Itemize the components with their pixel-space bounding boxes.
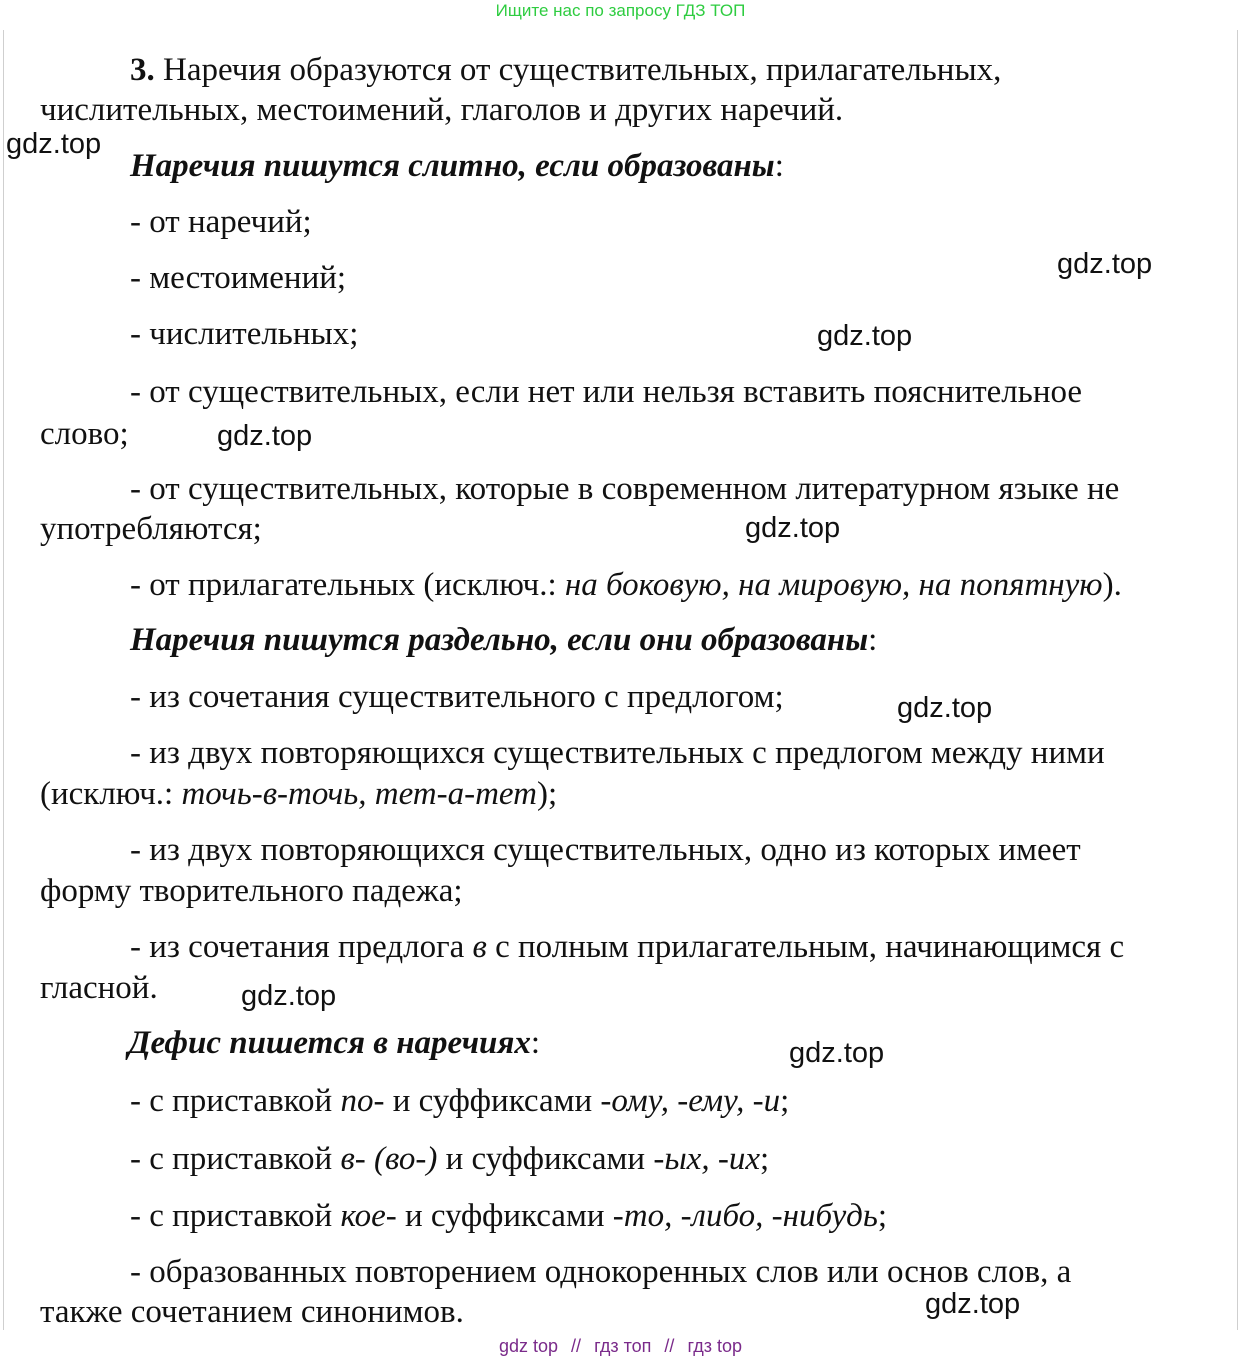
watermark: gdz.top [6, 128, 102, 160]
rule-item [40, 1196, 1241, 1237]
intro-line-1 [40, 50, 1241, 91]
suffix-example: -ому, -ему, -и [600, 1083, 781, 1119]
watermark: gdz.top [241, 980, 337, 1012]
heading-text: Наречия пишутся слитно, если образованы [130, 148, 775, 184]
rule-item: - из двух повторяющихся существительных, одно из которых имеет [130, 832, 1081, 868]
rule-item: - от наречий; [130, 204, 312, 240]
rule-item-continuation: слово; [40, 416, 129, 452]
prefix-example: в- (во-) [340, 1141, 438, 1177]
rule-item: - от существительных, которые в современном литературном языке не [130, 471, 1120, 507]
rule-item: - образованных повторением однокоренных слов или основ слов, а [130, 1254, 1072, 1290]
rule-item [40, 1081, 1241, 1122]
rule-item-continuation: форму творительного падежа; [40, 873, 463, 909]
rule-item-continuation: также сочетанием синонимов. [40, 1294, 464, 1330]
left-edge-line [3, 30, 4, 1330]
item-text: - от прилагательных (исключ.: [130, 567, 565, 603]
heading-colon: : [868, 622, 878, 658]
footer-link[interactable]: гдз top [687, 1336, 742, 1356]
heading-hyphen-writing [128, 1023, 540, 1064]
heading-separate-writing [130, 620, 877, 661]
rule-item: - из двух повторяющихся существительных с предлогом между ними [130, 735, 1105, 771]
footer-links [0, 1333, 1241, 1359]
heading-colon: : [774, 148, 784, 184]
heading-text: Наречия пишутся раздельно, если они образованы [130, 622, 869, 658]
item-text: ; [877, 1198, 888, 1234]
rule-item: - из сочетания существительного с предлогом; [130, 679, 784, 715]
suffix-example: -ых, -их [653, 1141, 760, 1177]
rule-item-continuation: употребляются; [40, 511, 262, 547]
footer-link[interactable]: gdz top [498, 1336, 559, 1356]
item-text: - с приставкой [130, 1083, 341, 1119]
watermark: gdz.top [789, 1037, 885, 1069]
item-text: ; [759, 1141, 770, 1177]
item-text: - с приставкой [130, 1141, 341, 1177]
footer-link[interactable]: гдз топ [594, 1336, 652, 1356]
item-text: с полным прилагательным, начинающимся с [486, 929, 1125, 965]
rule-item [40, 1139, 1241, 1180]
item-text: - из сочетания предлога [130, 929, 473, 965]
watermark: gdz.top [745, 512, 841, 544]
footer-separator: // [664, 1336, 675, 1356]
item-text: и суффиксами [437, 1141, 654, 1177]
search-hint-banner[interactable]: Ищите нас по запросу ГДЗ ТОП [495, 1, 746, 20]
prefix-example: по- [340, 1083, 385, 1119]
watermark: gdz.top [217, 420, 313, 452]
intro-line-2: числительных, местоимений, глаголов и других наречий. [40, 92, 844, 128]
prefix-example: кое- [340, 1198, 397, 1234]
rule-item-continuation: гласной. [40, 970, 158, 1006]
footer-separator: // [571, 1336, 582, 1356]
item-text: ; [780, 1083, 790, 1119]
exception-examples: на боковую, на мировую, на попятную [564, 567, 1103, 603]
item-text: ); [536, 776, 558, 812]
preposition-example: в [472, 929, 487, 965]
item-text: и суффиксами [384, 1083, 601, 1119]
watermark: gdz.top [1057, 248, 1153, 280]
exception-examples: точь-в-точь, тет-а-тет [181, 776, 537, 812]
rule-item: - от существительных, если нет или нельзя вставить пояснительное [130, 374, 1083, 410]
item-text: и суффиксами [396, 1198, 613, 1234]
rule-item [40, 927, 1241, 968]
heading-colon: : [530, 1025, 541, 1061]
suffix-example: -то, -либо, -нибудь [612, 1198, 878, 1234]
watermark: gdz.top [925, 1288, 1021, 1320]
item-text: - с приставкой [130, 1198, 341, 1234]
heading-merged-writing [130, 146, 784, 187]
watermark: gdz.top [897, 692, 993, 724]
item-text: (исключ.: [40, 776, 182, 812]
heading-text: Дефис пишется в наречиях [128, 1025, 531, 1061]
rule-item [40, 565, 1241, 606]
watermark: gdz.top [817, 320, 913, 352]
intro-text: Наречия образуются от существительных, прилагательных, [154, 52, 1002, 88]
rule-item-continuation [40, 774, 1205, 815]
rule-item: - числительных; [130, 316, 359, 352]
item-text: ). [1102, 567, 1122, 603]
item-number: 3. [130, 52, 155, 88]
rule-item: - местоимений; [130, 260, 347, 296]
